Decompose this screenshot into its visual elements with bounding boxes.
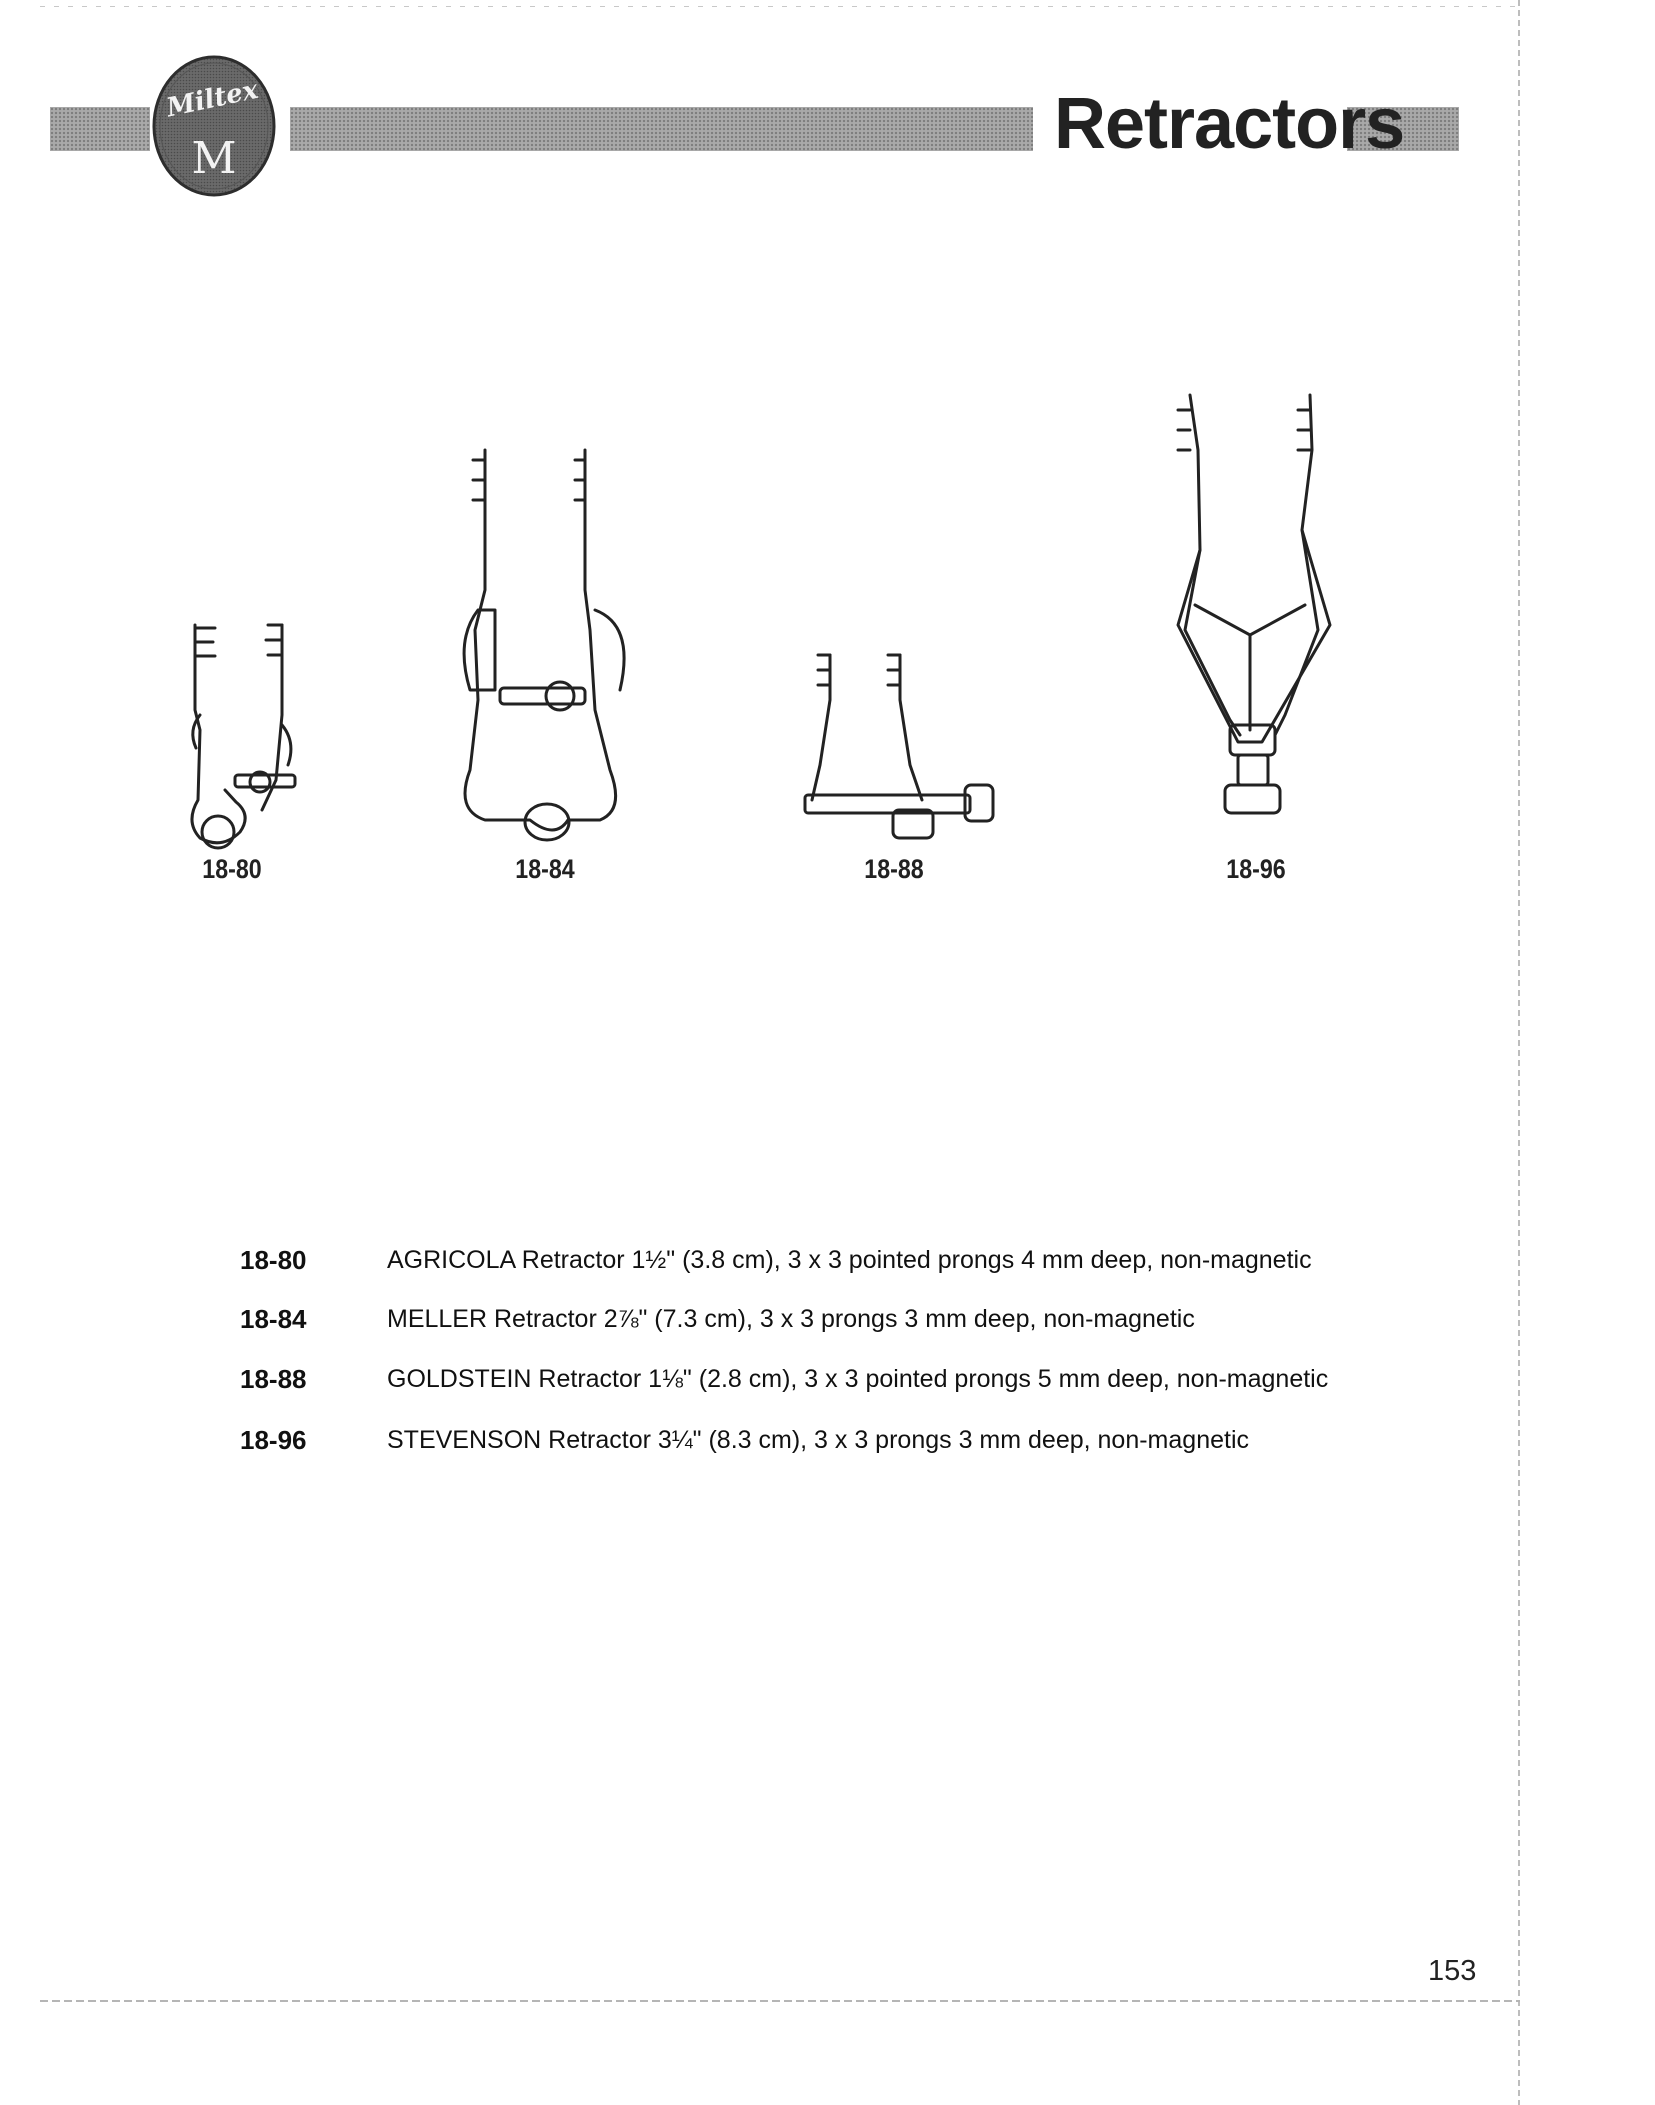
scan-edge-right [1518,0,1520,2105]
product-description: STEVENSON Retractor 3¼" (8.3 cm), 3 x 3 prongs 3 mm deep, non-magnetic [387,1426,1249,1454]
figure-label-18-96: 18-96 [1226,854,1286,884]
page-number: 153 [1428,1955,1477,1987]
product-code: 18-96 [240,1425,307,1455]
figure-label-18-80: 18-80 [202,854,262,884]
logo-letter: M [191,133,237,184]
figure-label-18-84: 18-84 [515,854,575,884]
product-code: 18-88 [240,1364,307,1394]
instrument-18-80 [192,625,295,848]
logo-script-text: Miltex [163,74,261,124]
figure-label-18-88: 18-88 [864,854,924,884]
product-code: 18-80 [240,1245,307,1275]
product-description: GOLDSTEIN Retractor 1⅛" (2.8 cm), 3 x 3 pointed prongs 5 mm deep, non-magnetic [387,1365,1329,1393]
miltex-logo [152,55,276,197]
page-title-text: Retractors [1054,84,1405,164]
instrument-18-96 [1178,395,1330,813]
scan-edge-bottom [40,2000,1520,2002]
product-description: MELLER Retractor 2⅞" (7.3 cm), 3 x 3 prongs 3 mm deep, non-magnetic [387,1305,1195,1333]
page-title [1054,84,1404,164]
product-description: AGRICOLA Retractor 1½" (3.8 cm), 3 x 3 pointed prongs 4 mm deep, non-magnetic [387,1246,1312,1274]
header-band-left [50,107,150,151]
header-band-middle [290,107,1033,151]
product-code: 18-84 [240,1304,307,1334]
figure-area [0,370,1655,890]
instrument-illustrations [0,370,1655,890]
instrument-18-84 [464,450,624,840]
scan-edge-top [40,6,1520,7]
instrument-18-88 [805,655,993,838]
